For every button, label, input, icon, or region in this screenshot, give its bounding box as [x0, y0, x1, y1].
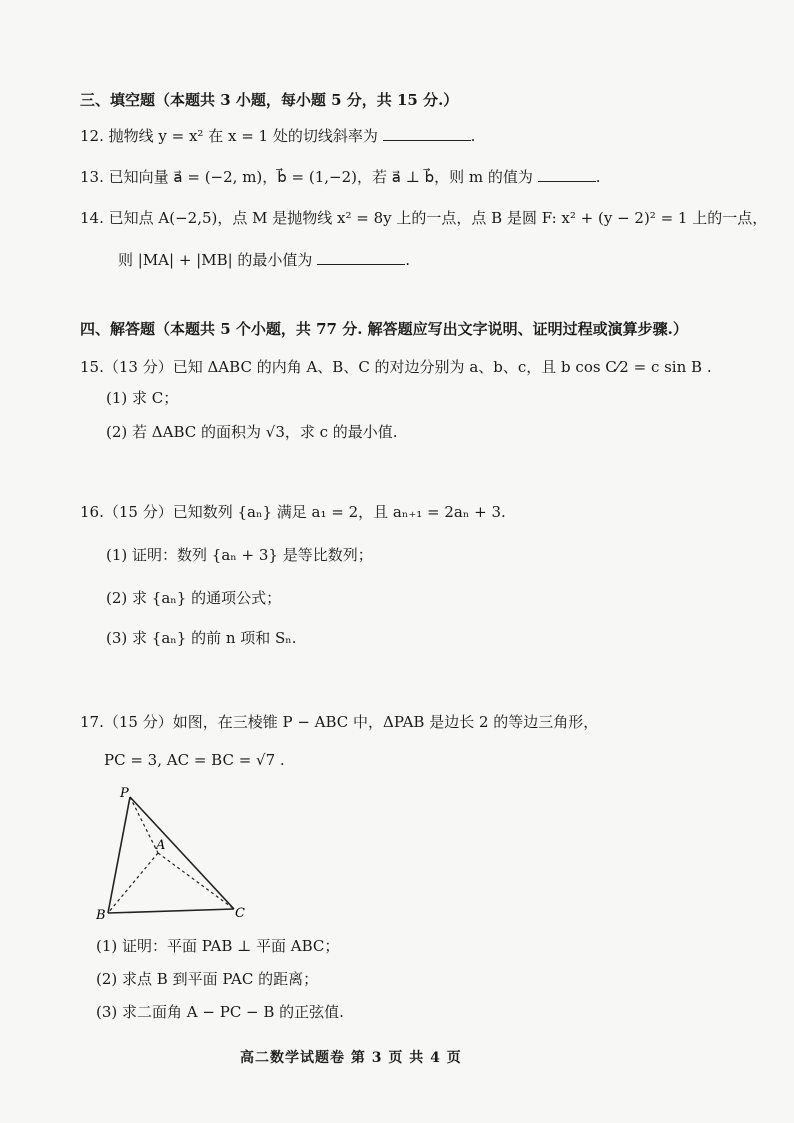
edge-pa	[130, 797, 158, 853]
section3-heading: 三、填空题（本题共 3 小题，每小题 5 分，共 15 分.）	[80, 91, 459, 109]
question-16-part2: (2) 求 {aₙ} 的通项公式；	[106, 589, 282, 607]
question-16-stem: 16.（15 分）已知数列 {aₙ} 满足 a₁ = 2，且 aₙ₊₁ = 2aₙ + 3.	[80, 503, 506, 521]
question-17-stem: 17.（15 分）如图，在三棱锥 P − ABC 中，ΔPAB 是边长 2 的等边三角形，	[80, 713, 599, 731]
question-17-part2: (2) 求点 B 到平面 PAC 的距离；	[96, 970, 319, 988]
edge-pb	[108, 797, 130, 913]
tetrahedron-figure	[96, 785, 256, 925]
answer-blank-13[interactable]	[538, 167, 596, 182]
question-15-part2: (2) 若 ΔABC 的面积为 √3，求 c 的最小值.	[106, 423, 398, 441]
question-14-end: .	[405, 251, 410, 269]
answer-blank-14[interactable]	[317, 250, 405, 265]
question-15-part1: (1) 求 C；	[106, 389, 179, 407]
question-12	[80, 126, 475, 146]
question-17-part1: (1) 证明：平面 PAB ⊥ 平面 ABC；	[96, 937, 340, 955]
vertex-label-p: P	[120, 786, 129, 801]
question-14-line1: 14. 已知点 A(−2,5)，点 M 是抛物线 x² = 8y 上的一点，点 B 是圆 F: x² + (y − 2)² = 1 上的一点，	[80, 209, 768, 227]
question-12-text: 12. 抛物线 y = x² 在 x = 1 处的切线斜率为	[80, 127, 378, 145]
page-footer: 高二数学试题卷 第 3 页 共 4 页	[240, 1050, 462, 1066]
edge-ac	[158, 853, 234, 909]
edge-ab	[108, 853, 158, 913]
question-14-line2	[118, 250, 410, 270]
vertex-label-b: B	[96, 908, 106, 923]
vertex-label-a: A	[156, 838, 166, 853]
edge-pc	[130, 797, 234, 909]
edge-bc	[108, 909, 234, 913]
question-16-part3: (3) 求 {aₙ} 的前 n 项和 Sₙ.	[106, 629, 297, 647]
question-15-stem: 15.（13 分）已知 ΔABC 的内角 A、B、C 的对边分别为 a、b、c，且 b cos C⁄2 = c sin B .	[80, 358, 712, 376]
answer-blank-12[interactable]	[383, 126, 471, 141]
question-13	[80, 167, 600, 187]
vertex-label-c: C	[235, 906, 245, 921]
question-17-given: PC = 3, AC = BC = √7 .	[104, 751, 285, 769]
question-12-end: .	[470, 127, 476, 145]
question-17-part3: (3) 求二面角 A − PC − B 的正弦值.	[96, 1003, 344, 1021]
question-16-part1: (1) 证明：数列 {aₙ + 3} 是等比数列；	[106, 546, 373, 564]
question-13-text: 13. 已知向量 a⃗ = (−2, m)，b⃗ = (1,−2)，若 a⃗ ⊥ b⃗，则 m 的值为	[80, 168, 533, 186]
question-14-text: 则 |MA| + |MB| 的最小值为	[118, 251, 313, 269]
section4-heading: 四、解答题（本题共 5 个小题，共 77 分. 解答题应写出文字说明、证明过程或演算步骤.）	[80, 320, 688, 338]
question-13-end: .	[595, 168, 601, 186]
